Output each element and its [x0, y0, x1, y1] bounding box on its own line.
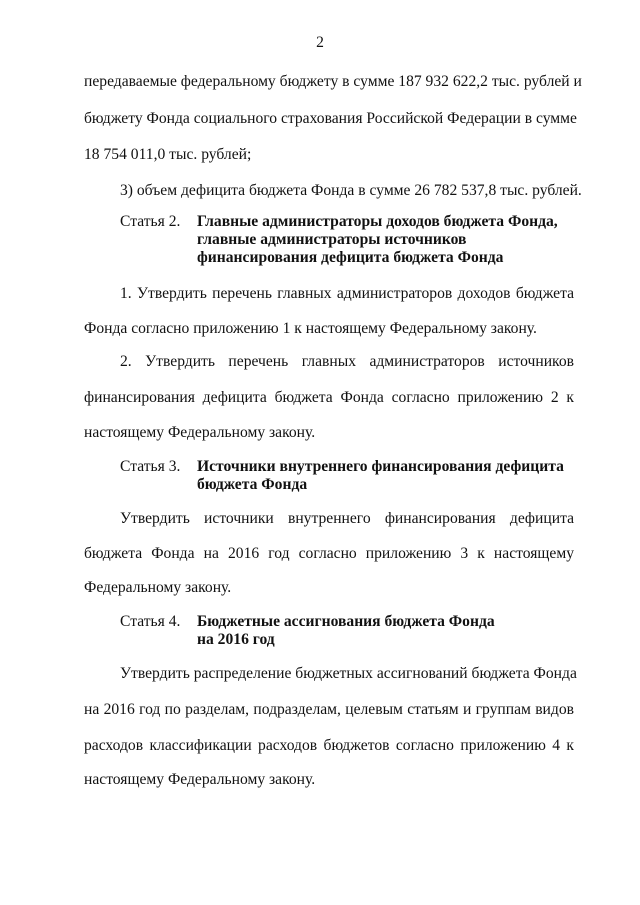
page-number: 2 — [316, 34, 324, 51]
article-heading: Главные администраторы доходов бюджета Фонда, — [197, 213, 558, 230]
text-line: настоящему Федеральному закону. — [84, 771, 316, 788]
article-heading: финансирования дефицита бюджета Фонда — [197, 249, 504, 266]
text-line: Фонда согласно приложению 1 к настоящему Федеральному закону. — [84, 320, 537, 337]
text-line: 1. Утвердить перечень главных администраторов доходов бюджета — [120, 285, 574, 302]
article-heading: Источники внутреннего финансирования дефицита — [197, 458, 564, 475]
text-line: передаваемые федеральному бюджету в сумме 187 932 622,2 тыс. рублей и — [84, 73, 582, 90]
text-line: бюджета Фонда на 2016 год согласно приложению 3 к настоящему — [84, 545, 574, 562]
article-label: Статья 4. — [120, 613, 181, 630]
text-line: Утвердить источники внутреннего финансирования дефицита — [120, 510, 574, 527]
article-heading: главные администраторы источников — [197, 231, 467, 248]
text-line: 3) объем дефицита бюджета Фонда в сумме 26 782 537,8 тыс. рублей. — [120, 182, 582, 199]
text-line: финансирования дефицита бюджета Фонда согласно приложению 2 к — [84, 389, 574, 406]
article-heading: на 2016 год — [197, 631, 275, 648]
text-line: настоящему Федеральному закону. — [84, 424, 316, 441]
text-line: Федеральному закону. — [84, 579, 232, 596]
text-line: бюджету Фонда социального страхования Российской Федерации в сумме — [84, 110, 577, 127]
article-label: Статья 2. — [120, 213, 181, 230]
text-line: Утвердить распределение бюджетных ассигнований бюджета Фонда — [120, 665, 577, 682]
text-line: расходов классификации расходов бюджетов согласно приложению 4 к — [84, 737, 574, 754]
text-line: 18 754 011,0 тыс. рублей; — [84, 146, 252, 163]
text-line: на 2016 год по разделам, подразделам, целевым статьям и группам видов — [84, 701, 574, 718]
article-label: Статья 3. — [120, 458, 181, 475]
article-heading: бюджета Фонда — [197, 476, 308, 493]
article-heading: Бюджетные ассигнования бюджета Фонда — [197, 613, 495, 630]
text-line: 2. Утвердить перечень главных администраторов источников — [120, 353, 574, 370]
